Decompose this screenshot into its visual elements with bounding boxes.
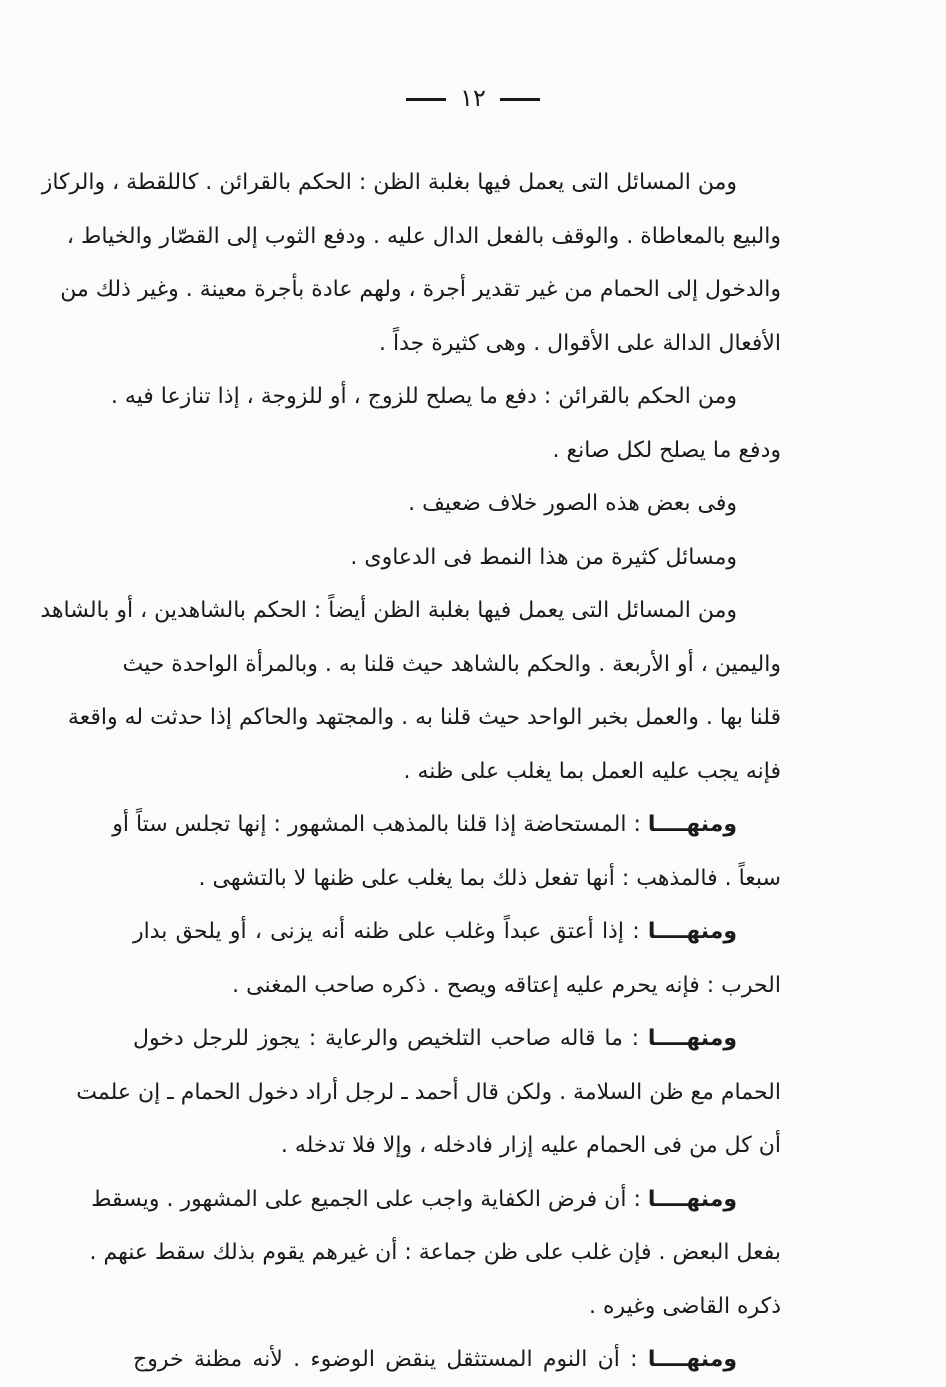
line-lead-word: ومنهــــا <box>647 919 737 944</box>
body-text <box>40 156 781 1387</box>
text-line <box>133 905 781 959</box>
line-lead-word: ومنهــــا <box>647 1026 737 1051</box>
text-line <box>41 156 781 210</box>
line-text: الحمام مع ظن السلامة . ولكن قال أحمد ـ لرجل أراد دخول الحمام ـ إن علمت <box>76 1079 781 1105</box>
line-text: الحرب : فإنه يحرم عليه إعتاقه ويصح . ذكره صاحب المغنى . <box>232 972 781 998</box>
text-line <box>133 317 781 371</box>
line-text: والبيع بالمعاطاة . والوقف بالفعل الدال عليه . ودفع الثوب إلى القصّار والخياط ، <box>66 223 781 249</box>
line-text: : أن فرض الكفاية واجب على الجميع على المشهور . ويسقط <box>91 1186 648 1212</box>
text-line <box>112 798 781 852</box>
text-line <box>133 1012 781 1066</box>
line-text: واليمين ، أو الأربعة . والحكم بالشاهد حيث قلنا به . وبالمرأة الواحدة حيث <box>122 651 781 677</box>
text-line <box>133 1280 781 1334</box>
line-text: ومن المسائل التى يعمل فيها بغلبة الظن : الحكم بالقرائن . كاللقطة ، والركاز <box>41 170 737 195</box>
text-line <box>133 531 781 585</box>
text-line <box>76 1066 781 1120</box>
line-lead-word: ومنهــــا <box>647 812 737 837</box>
line-text: أن كل من فى الحمام عليه إزار فادخله ، وإلا فلا تدخله . <box>280 1133 781 1158</box>
page-number-dash-right <box>500 98 540 101</box>
line-lead-word: ومنهــــا <box>647 1347 737 1372</box>
text-line <box>133 852 781 906</box>
text-line <box>89 1226 781 1280</box>
line-text: الأفعال الدالة على الأقوال . وهى كثيرة جداً . <box>378 330 781 356</box>
text-line <box>60 263 781 317</box>
line-text: سبعاً . فالمذهب : أنها تفعل ذلك بما يغلب على ظنها لا بالتشهى . <box>198 865 781 891</box>
page-number-dash-left <box>406 98 446 101</box>
line-text: قلنا بها . والعمل بخبر الواحد حيث قلنا به . والمجتهد والحاكم إذا حدثت له واقعة <box>67 705 781 730</box>
line-text: ودفع ما يصلح لكل صانع . <box>552 437 781 463</box>
line-text: : أن النوم المستثقل ينقض الوضوء . لأنه مظنة خروج <box>133 1347 648 1372</box>
page-number <box>0 84 946 112</box>
line-text: ومسائل كثيرة من هذا النمط فى الدعاوى . <box>350 544 737 570</box>
text-line <box>122 638 781 692</box>
text-line <box>110 370 781 424</box>
line-text: وفى بعض هذه الصور خلاف ضعيف . <box>408 491 737 516</box>
line-text: فإنه يجب عليه العمل بما يغلب على ظنه . <box>403 758 781 784</box>
line-text: ومن الحكم بالقرائن : دفع ما يصلح للزوج ، أو للزوجة ، إذا تنازعا فيه . <box>110 384 737 409</box>
text-line <box>133 1333 781 1387</box>
line-text: بفعل البعض . فإن غلب على ظن جماعة : أن غيرهم يقوم بذلك سقط عنهم . <box>89 1240 781 1265</box>
text-line <box>40 584 781 638</box>
text-line <box>66 210 781 264</box>
line-text: والدخول إلى الحمام من غير تقدير أجرة ، ولهم عادة بأجرة معينة . وغير ذلك من <box>60 277 781 302</box>
line-lead-word: ومنهــــا <box>647 1186 737 1212</box>
page-number-value: ١٢ <box>460 84 486 112</box>
text-line <box>133 745 781 799</box>
text-line <box>133 959 781 1013</box>
text-line <box>91 1173 781 1227</box>
line-text: : إذا أعتق عبداً وغلب على ظنه أنه يزنى ، أو يلحق بدار <box>133 919 648 944</box>
text-line <box>133 1119 781 1173</box>
line-text: : ما قاله صاحب التلخيص والرعاية : يجوز للرجل دخول <box>133 1026 648 1051</box>
text-line <box>133 477 781 531</box>
line-text: ذكره القاضى وغيره . <box>588 1293 781 1319</box>
text-line <box>133 424 781 478</box>
line-text: ومن المسائل التى يعمل فيها بغلبة الظن أيضاً : الحكم بالشاهدين ، أو بالشاهد <box>40 598 737 623</box>
text-line <box>67 691 781 745</box>
line-text: : المستحاضة إذا قلنا بالمذهب المشهور : إنها تجلس ستاً أو <box>112 812 648 837</box>
